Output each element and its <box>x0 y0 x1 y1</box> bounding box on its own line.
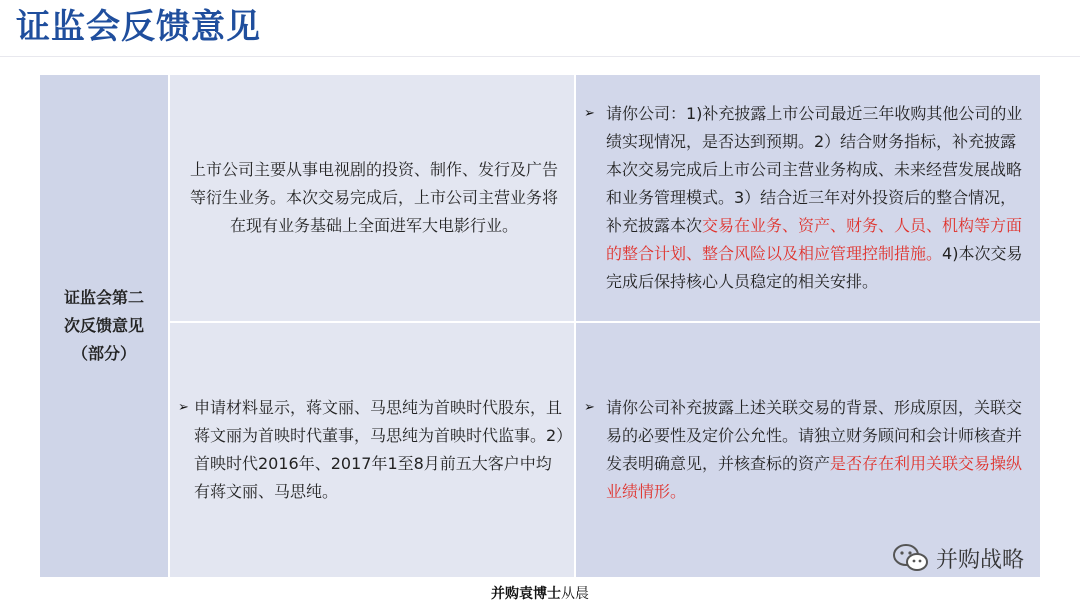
wechat-icon <box>892 542 930 574</box>
feedback-table <box>38 73 1042 579</box>
request-text-1 <box>606 100 1028 296</box>
watermark-text: 并购战略 <box>936 547 1025 573</box>
bullet-arrow-icon: ➢ <box>584 106 595 121</box>
request-text-1-part2: 4)本次交易完成后保持核心人员稳定的相关安排。 <box>606 244 1023 291</box>
page-title: 证监会反馈意见 <box>16 7 261 47</box>
section-label-cell <box>39 74 169 578</box>
request-text-2-part1: 请你公司补充披露上述关联交易的背景、形成原因，关联交易的必要性及定价公允性。请独立财务顾问和会计师核查并发表明确意见，并核查标的资产 <box>606 398 1023 473</box>
description-cell-1 <box>169 74 575 322</box>
footer-credit-thin: 从晨 <box>561 586 589 602</box>
section-label-line-2: 次反馈意见 <box>63 316 144 335</box>
request-text-1-highlight: 交易在业务、资产、财务、人员、机构等方面的整合计划、整合风险以及相应管理控制措施。 <box>606 216 1023 263</box>
bullet-arrow-icon: ➢ <box>178 400 189 415</box>
section-label-line-3: （部分） <box>71 344 136 363</box>
footer-credit <box>0 583 1080 603</box>
section-label-line-1: 证监会第二 <box>63 288 144 307</box>
description-text-2: 申请材料显示，蒋文丽、马思纯为首映时代股东，且蒋文丽为首映时代董事，马思纯为首映时代监事。2）首映时代2016年、2017年1至8月前五大客户中均有蒋文丽、马思纯。 <box>194 398 565 501</box>
request-cell-1 <box>575 74 1041 322</box>
description-item-2 <box>170 394 574 506</box>
footer-credit-bold: 并购袁博士 <box>491 586 561 602</box>
description-cell-2 <box>169 322 575 578</box>
request-text-1-part1: 请你公司：1)补充披露上市公司最近三年收购其他公司的业绩实现情况，是否达到预期。2）结合财务指标，补充披露本次交易完成后上市公司主营业务构成、未来经营发展战略和业务管理模式。3）结合近三年对外投资后的整合情况，补充披露本次 <box>606 104 1023 235</box>
request-cell-2 <box>575 322 1041 578</box>
request-text-2-highlight: 是否存在利用关联交易操纵业绩情形。 <box>606 454 1023 501</box>
title-divider <box>0 56 1080 57</box>
request-item-1 <box>576 100 1040 296</box>
watermark <box>892 542 1024 574</box>
description-text-1: 上市公司主要从事电视剧的投资、制作、发行及广告等衍生业务。本次交易完成后，上市公司主营业务将在现有业务基础上全面进军大电影行业。 <box>189 160 558 235</box>
table-row <box>39 74 1041 322</box>
table-row <box>39 322 1041 578</box>
request-item-2 <box>576 394 1040 506</box>
bullet-arrow-icon: ➢ <box>584 400 595 415</box>
request-text-2 <box>606 394 1028 506</box>
